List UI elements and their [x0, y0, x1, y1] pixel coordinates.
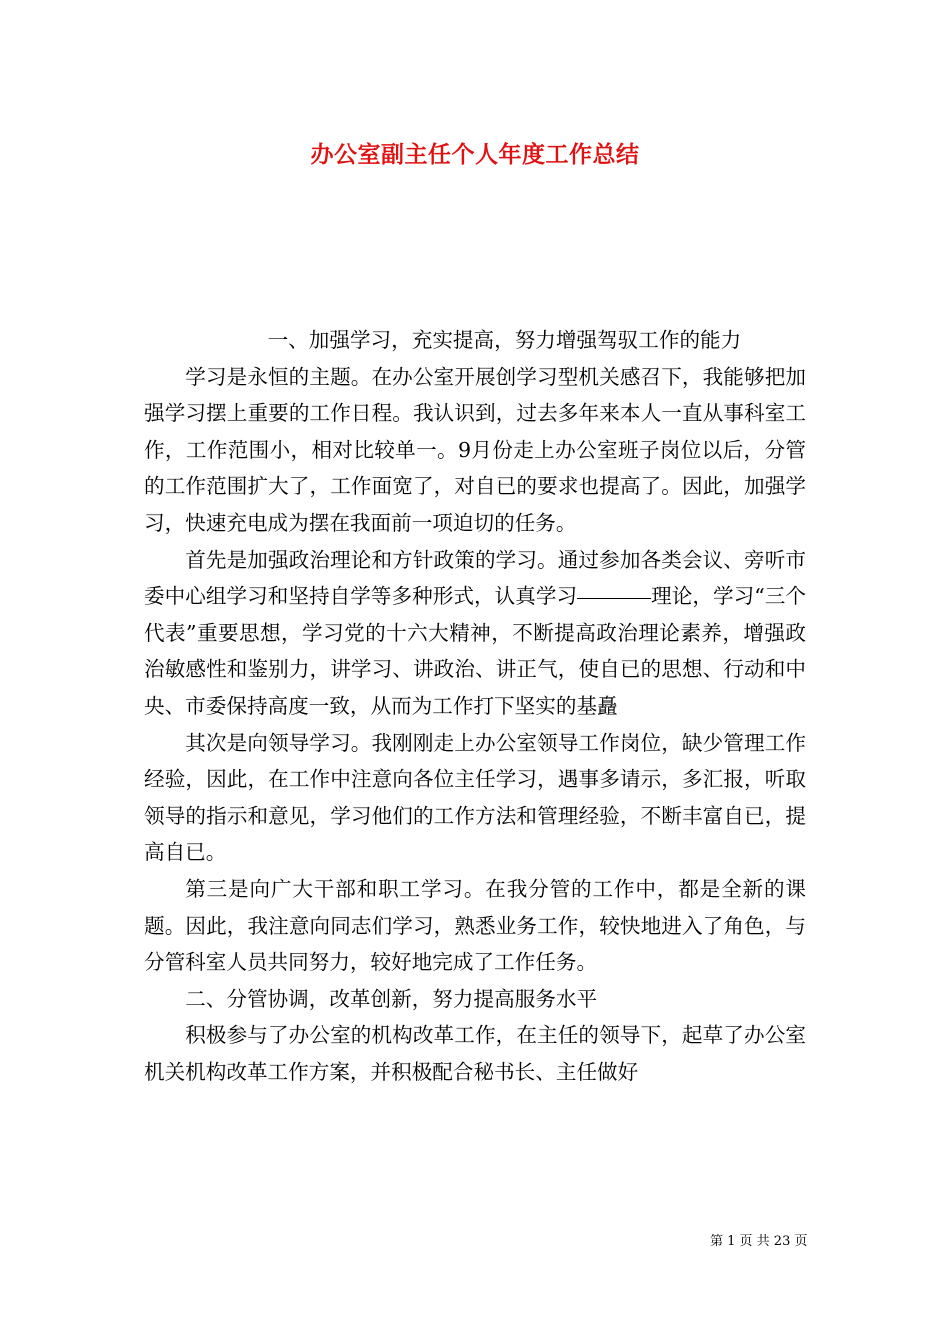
paragraph: 学习是永恒的主题。在办公室开展创学习型机关感召下，我能够把加强学习摆上重要的工作日程。我认识到，过去多年来本人一直从事科室工作，工作范围小，相对比较单一。9月份走上办公室班子岗位以后，分管的工作范围扩大了，工作面宽了，对自已的要求也提高了。因此，加强学习，快速充电成为摆在我面前一项迫切的任务。	[144, 364, 806, 535]
section-heading-1: 一、加强学习，充实提高，努力增强驾驭工作的能力	[267, 328, 742, 352]
paragraph	[144, 542, 806, 725]
blank-underline	[577, 597, 651, 599]
document-body	[144, 322, 806, 1090]
document-title: 办公室副主任个人年度工作总结	[310, 141, 640, 168]
page-number: 第 1 页 共 23 页	[710, 1234, 808, 1249]
section-heading-2: 二、分管协调，改革创新，努力提高服务水平	[185, 986, 598, 1011]
paragraph-text: 理论，学习“三个代表”重要思想，学习党的十六大精神，不断提高政治理论素养，增强政治敏感性和鉴别力，讲学习、讲政治、讲正气，使自已的思想、行动和中央、市委保持高度一致，从而为工作打下坚实的基矗	[144, 584, 806, 718]
paragraph: 第三是向广大干部和职工学习。在我分管的工作中，都是全新的课题。因此，我注意向同志们学习，熟悉业务工作，较快地进入了角色，与分管科室人员共同努力，较好地完成了工作任务。	[144, 876, 806, 975]
paragraph: 其次是向领导学习。我刚刚走上办公室领导工作岗位，缺少管理工作经验，因此，在工作中注意向各位主任学习，遇事多请示，多汇报，听取领导的指示和意见，学习他们的工作方法和管理经验，不断丰富自已，提高自已。	[144, 730, 806, 865]
paragraph: 积极参与了办公室的机构改革工作，在主任的领导下，起草了办公室机关机构改革工作方案，并积极配合秘书长、主任做好	[144, 1023, 806, 1084]
paragraph-text: 首先是加强政治理论和方针政策的学习。通过参加各类会议、旁听市委中心组学习和坚持自学等多种形式，认真学习	[144, 547, 806, 609]
